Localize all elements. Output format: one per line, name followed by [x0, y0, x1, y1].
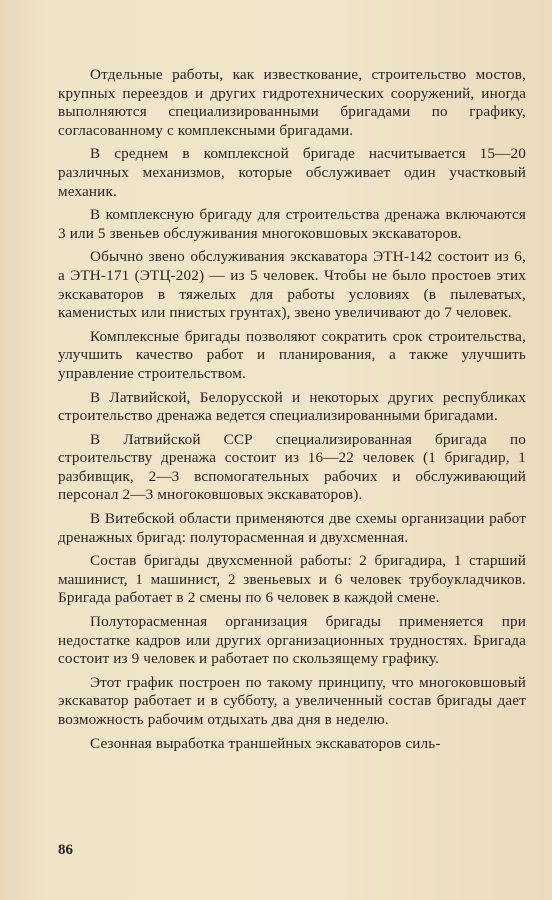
- paragraph: В Латвийской ССР специализированная бригада по строительству дренажа состоит из 16—22 человек (1 бригадир, 1 разбивщик, 2—3 вспомогательных рабочих и обслуживающий персонал 2—3 многоковшовых экскаваторов).: [58, 430, 526, 504]
- paragraph: В Витебской области применяются две схемы организации работ дренажных бригад: полуторасменная и двухсменная.: [58, 510, 526, 546]
- body-text: [58, 66, 526, 758]
- page-number: 86: [58, 842, 73, 858]
- paragraph: Комплексные бригады позволяют сократить срок строительства, улучшить качество работ и планирования, а также улучшить управление строительством.: [58, 327, 526, 382]
- paragraph: Отдельные работы, как известкование, строительство мостов, крупных переездов и других гидротехнических сооружений, иногда выполняются специализированными бригадами по графику, согласованному с комплексными бригадами.: [58, 66, 526, 139]
- paragraph: Сезонная выработка траншейных экскаваторов силь-: [90, 734, 441, 752]
- paragraph: Этот график построен по такому принципу, что многоковшовый экскаватор работает и в субботу, а увеличенный состав бригады дает возможность рабочим отдыхать два дня в неделю.: [58, 673, 526, 728]
- paragraph: В Латвийской, Белорусской и некоторых других республиках строительство дренажа ведется специализированными бригадами.: [58, 388, 526, 425]
- paragraph: В комплексную бригаду для строительства дренажа включаются 3 или 5 звеньев обслуживания многоковшовых экскаваторов.: [58, 206, 526, 242]
- paragraph: Полуторасменная организация бригады применяется при недостатке кадров или других организационных трудностях. Бригада состоит из 9 человек и работает по скользящему графику.: [58, 613, 526, 668]
- paragraph: Состав бригады двухсменной работы: 2 бригадира, 1 старший машинист, 1 машинист, 2 звеньевых и 6 человек трубоукладчиков. Бригада работает в 2 смены по 6 человек в каждой смене.: [58, 552, 526, 607]
- paragraph: Обычно звено обслуживания экскаватора ЭТН-142 состоит из 6, а ЭТН-171 (ЭТЦ-202) — из 5 человек. Чтобы не было простоев этих экскаваторов в тяжелых для работы условиях (в пылеватых, каменистых или пнистых грунтах), звено увеличивают до 7 человек.: [58, 248, 526, 322]
- paragraph: В среднем в комплексной бригаде насчитывается 15—20 различных механизмов, которые обслуживает один участковый механик.: [58, 145, 526, 200]
